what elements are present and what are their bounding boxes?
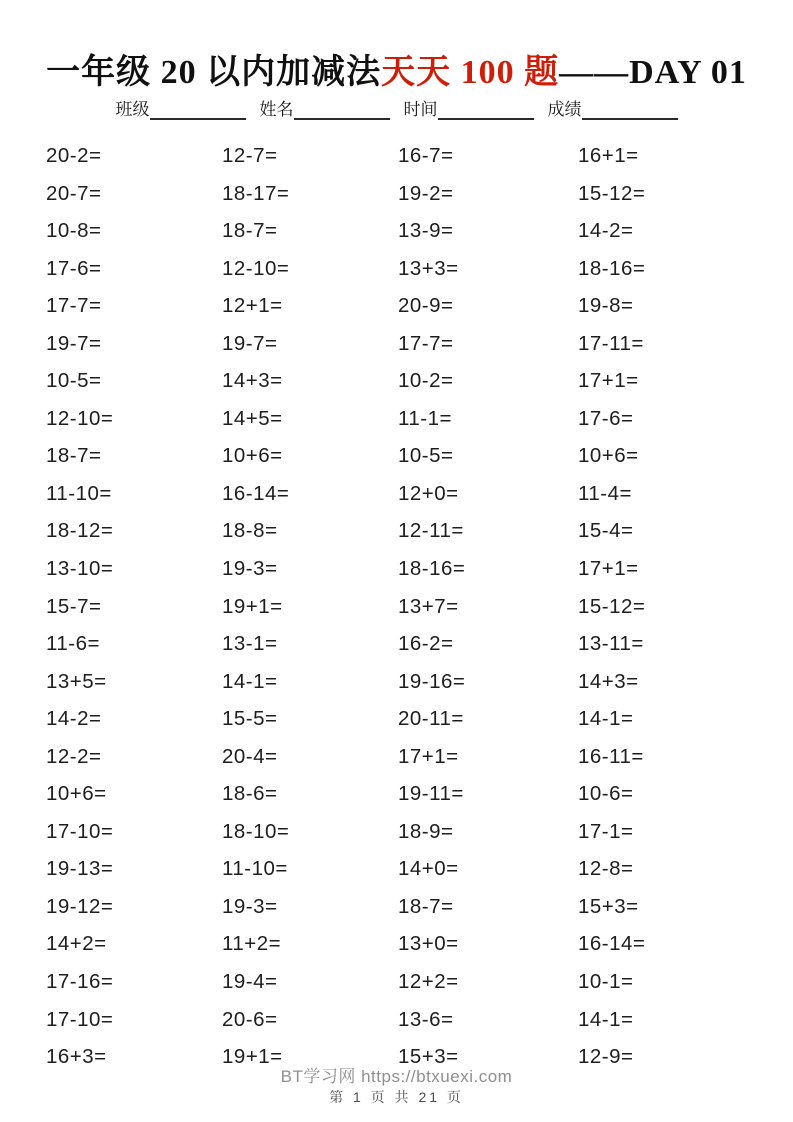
problem-cell: 19-16= [398, 669, 466, 693]
problem-cell: 16-14= [578, 932, 646, 956]
problem-cell: 18-7= [398, 894, 454, 918]
problem-cell: 12-2= [46, 744, 102, 768]
problem-cell: 17-10= [46, 1007, 114, 1031]
problem-cell: 17+1= [398, 744, 459, 768]
problem-cell: 13+0= [398, 932, 459, 956]
problem-cell: 17-16= [46, 970, 114, 994]
problem-cell: 18-12= [46, 519, 114, 543]
problem-cell: 11-4= [578, 481, 632, 505]
problem-cell: 15+3= [578, 894, 639, 918]
time-label: 时间 [403, 100, 438, 119]
problems-column-2 [222, 144, 394, 1083]
problem-cell: 19-12= [46, 894, 114, 918]
problem-cell: 14-1= [222, 669, 278, 693]
problem-cell: 12-9= [578, 1045, 634, 1069]
problems-column-1 [46, 144, 218, 1083]
problem-cell: 13-1= [222, 632, 278, 656]
problem-cell: 11-1= [398, 406, 452, 430]
problem-cell: 19-2= [398, 181, 454, 205]
class-label: 班级 [115, 100, 150, 119]
problem-cell: 10-6= [578, 782, 634, 806]
problem-cell: 16-11= [578, 744, 644, 768]
title-day-part: ——DAY 01 [559, 54, 747, 91]
problem-cell: 11+2= [222, 932, 282, 956]
problem-cell: 16-7= [398, 144, 454, 167]
problem-cell: 18-8= [222, 519, 278, 543]
problem-cell: 20-4= [222, 744, 278, 768]
problem-cell: 20-9= [398, 294, 454, 318]
problem-cell: 15-12= [578, 181, 646, 205]
problem-cell: 18-6= [222, 782, 278, 806]
problem-cell: 17-6= [46, 256, 102, 280]
problem-cell: 18-10= [222, 819, 290, 843]
problem-cell: 12-10= [222, 256, 290, 280]
problem-cell: 10-5= [46, 369, 102, 393]
problem-cell: 11-6= [46, 632, 100, 656]
problem-cell: 12-8= [578, 857, 634, 881]
problem-cell: 18-9= [398, 819, 454, 843]
problem-cell: 16+3= [46, 1045, 107, 1069]
name-label: 姓名 [259, 100, 294, 119]
problem-cell: 13+7= [398, 594, 459, 618]
problem-cell: 10+6= [222, 444, 283, 468]
problem-cell: 20-7= [46, 181, 102, 205]
problem-cell: 14+2= [46, 932, 107, 956]
problem-cell: 12+0= [398, 481, 459, 505]
problem-cell: 10-2= [398, 369, 454, 393]
problem-cell: 19-7= [46, 331, 102, 355]
problem-cell: 14-1= [578, 707, 634, 731]
page-number: 第 1 页 共 21 页 [329, 1089, 464, 1105]
problem-cell: 16+1= [578, 144, 639, 167]
problem-cell: 11-10= [222, 857, 288, 881]
problem-cell: 13-10= [46, 557, 114, 581]
problem-cell: 17-1= [578, 819, 634, 843]
problem-cell: 14+3= [578, 669, 639, 693]
problem-cell: 20-6= [222, 1007, 278, 1031]
problem-cell: 17-11= [578, 331, 644, 355]
problem-cell: 17-7= [46, 294, 102, 318]
problem-cell: 19-8= [578, 294, 634, 318]
problem-cell: 10-8= [46, 219, 102, 243]
problem-cell: 10-1= [578, 970, 634, 994]
problems-column-4 [578, 144, 750, 1083]
problem-cell: 18-16= [398, 557, 466, 581]
problem-cell: 12-11= [398, 519, 464, 543]
problem-cell: 19-7= [222, 331, 278, 355]
problems-column-3 [398, 144, 570, 1083]
title-grade-part: 一年级 20 以内加减法 [46, 54, 382, 91]
problem-cell: 10+6= [578, 444, 639, 468]
problem-cell: 15-5= [222, 707, 278, 731]
problem-cell: 14+0= [398, 857, 459, 881]
problem-cell: 18-16= [578, 256, 646, 280]
problem-cell: 17-7= [398, 331, 454, 355]
problem-cell: 10-5= [398, 444, 454, 468]
problem-cell: 19-13= [46, 857, 114, 881]
problem-cell: 12-7= [222, 144, 278, 167]
problem-cell: 14-2= [46, 707, 102, 731]
problem-cell: 13-6= [398, 1007, 454, 1031]
problem-cell: 15+3= [398, 1045, 459, 1069]
problem-cell: 19+1= [222, 1045, 283, 1069]
problem-cell: 13-11= [578, 632, 644, 656]
problem-cell: 15-7= [46, 594, 102, 618]
problem-cell: 16-14= [222, 481, 290, 505]
problem-cell: 17-6= [578, 406, 634, 430]
problem-cell: 19-3= [222, 557, 278, 581]
problem-cell: 13+5= [46, 669, 107, 693]
problem-cell: 12-10= [46, 406, 114, 430]
problem-cell: 14-2= [578, 219, 634, 243]
problem-cell: 19-11= [398, 782, 464, 806]
problem-cell: 14-1= [578, 1007, 634, 1031]
problem-cell: 17+1= [578, 557, 639, 581]
title-highlight-part: 天天 100 题 [381, 54, 560, 91]
problem-cell: 14+3= [222, 369, 283, 393]
problem-cell: 12+2= [398, 970, 459, 994]
problem-cell: 17-10= [46, 819, 114, 843]
problem-cell: 14+5= [222, 406, 283, 430]
problem-cell: 13+3= [398, 256, 459, 280]
problem-cell: 10+6= [46, 782, 107, 806]
problem-cell: 16-2= [398, 632, 454, 656]
problem-cell: 20-11= [398, 707, 464, 731]
problem-cell: 18-7= [222, 219, 278, 243]
problem-cell: 17+1= [578, 369, 639, 393]
problem-cell: 19-3= [222, 894, 278, 918]
problem-cell: 19+1= [222, 594, 283, 618]
problem-cell: 15-4= [578, 519, 634, 543]
problem-cell: 19-4= [222, 970, 278, 994]
problem-cell: 18-7= [46, 444, 102, 468]
problem-cell: 18-17= [222, 181, 290, 205]
problem-cell: 15-12= [578, 594, 646, 618]
problem-cell: 11-10= [46, 481, 112, 505]
site-credit: BT学习网 https://btxuexi.com [280, 1067, 513, 1086]
score-label: 成绩 [547, 100, 582, 119]
problem-cell: 20-2= [46, 144, 102, 167]
problem-cell: 12+1= [222, 294, 283, 318]
problem-cell: 13-9= [398, 219, 454, 243]
